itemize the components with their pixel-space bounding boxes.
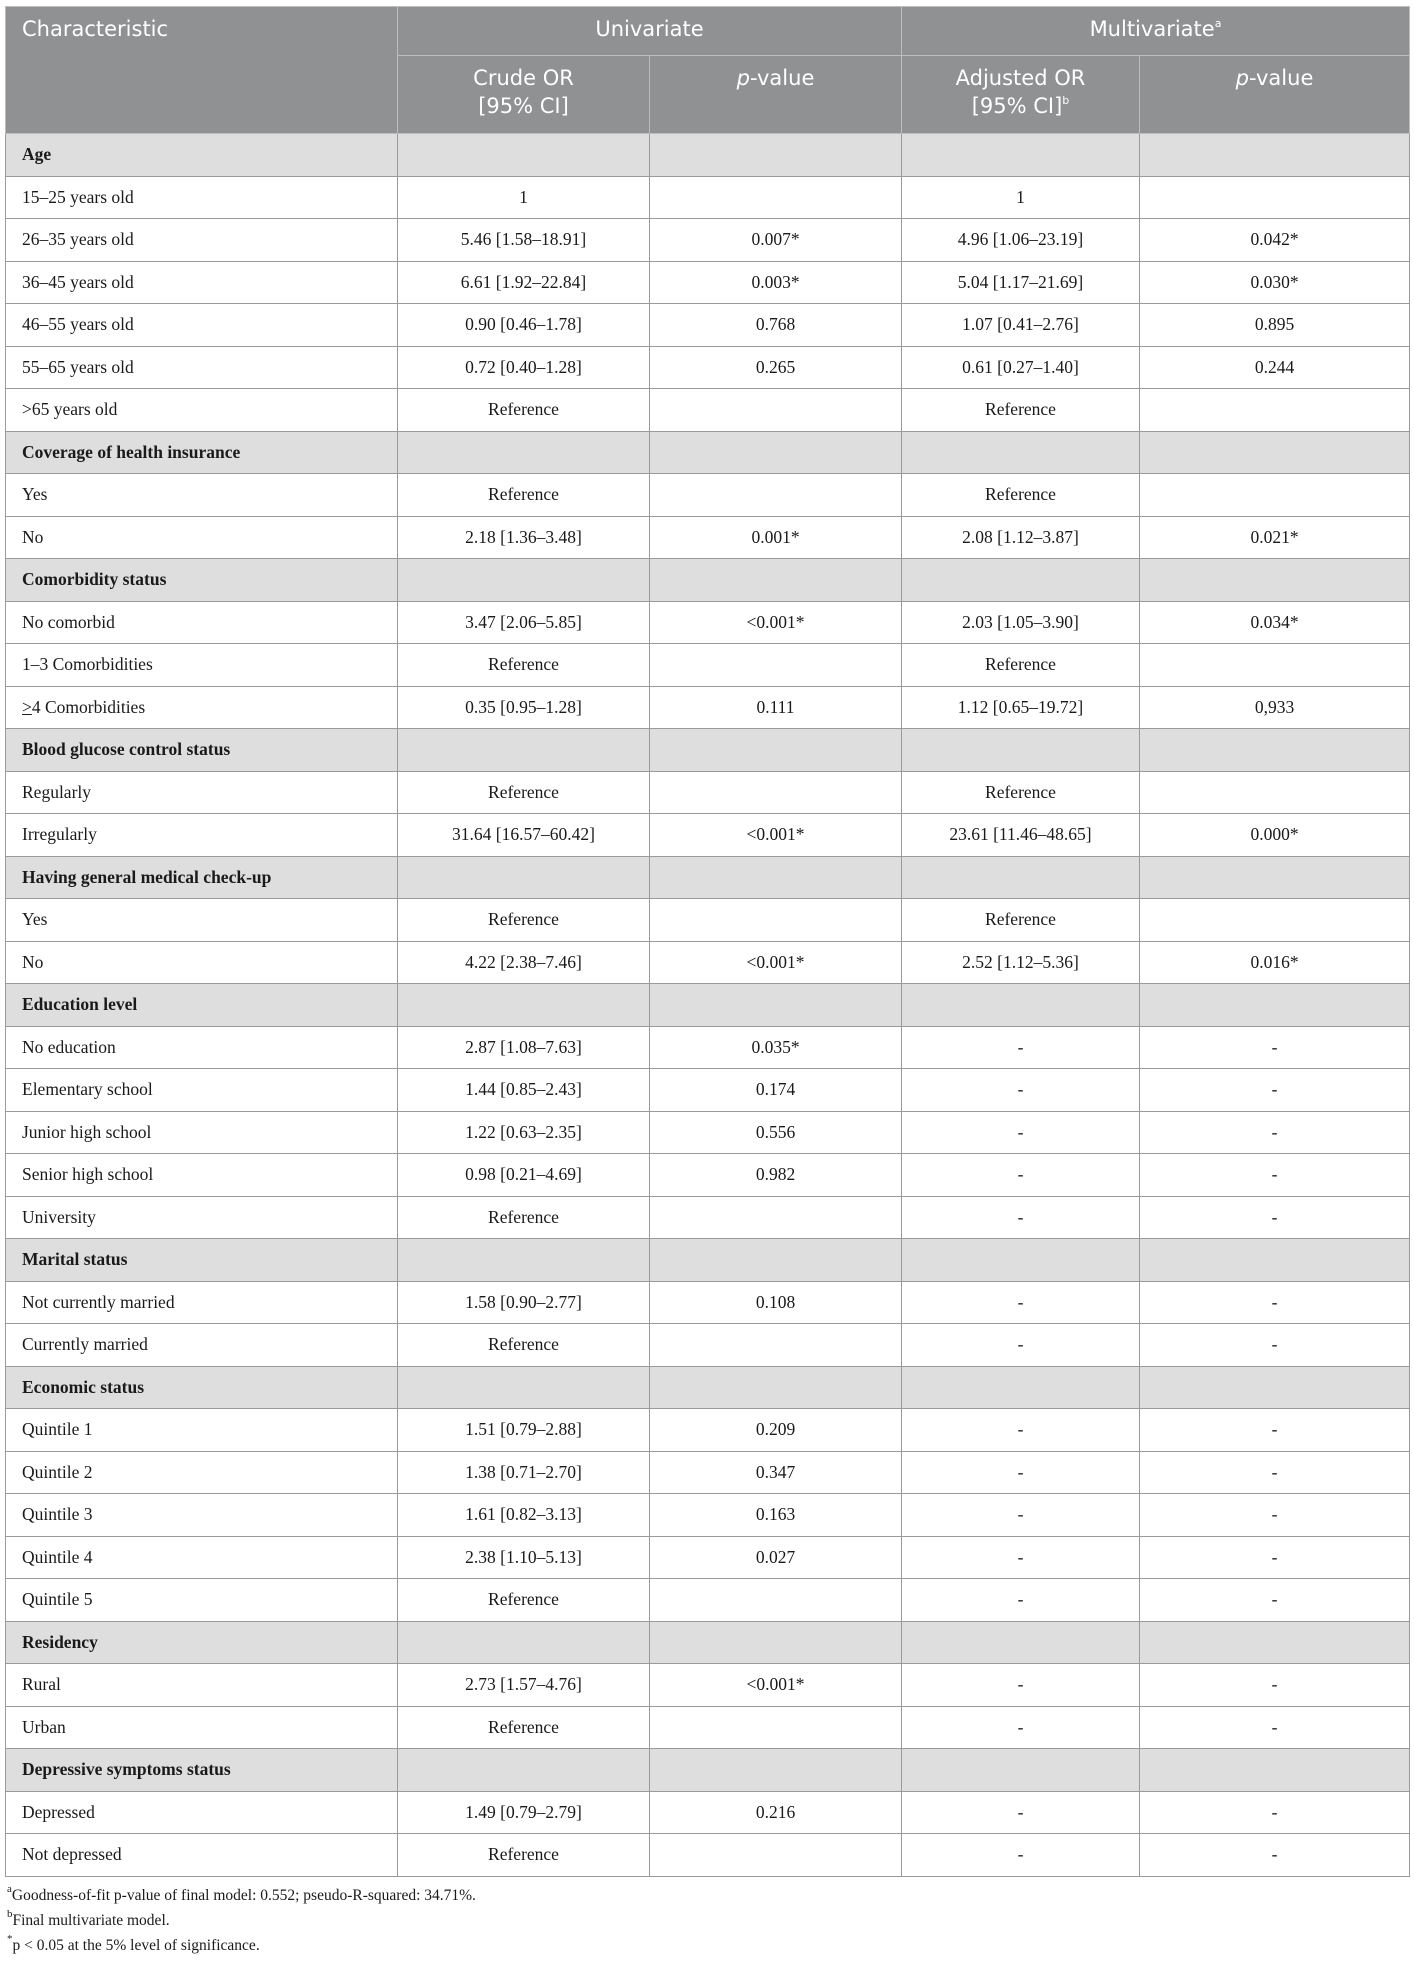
univariate-pvalue-cell: 0.768 [650,304,902,347]
adjusted-or-cell: 2.08 [1.12–3.87] [902,516,1140,559]
adjusted-or-cell: - [902,1069,1140,1112]
header-pvalue-rest: -value [1248,66,1314,90]
multivariate-pvalue-cell [1140,899,1410,942]
empty-cell [1140,431,1410,474]
adjusted-or-cell: Reference [902,389,1140,432]
adjusted-or-cell: - [902,1026,1140,1069]
table-row [6,516,1410,559]
crude-or-cell: 1.22 [0.63–2.35] [398,1111,650,1154]
group-label: Education level [6,984,398,1027]
adjusted-or-cell: Reference [902,899,1140,942]
univariate-pvalue-cell: 0.163 [650,1494,902,1537]
multivariate-pvalue-cell: 0.030* [1140,261,1410,304]
crude-or-cell: 6.61 [1.92–22.84] [398,261,650,304]
adjusted-or-cell: - [902,1536,1140,1579]
table-row [6,261,1410,304]
adjusted-or-cell: 23.61 [11.46–48.65] [902,814,1140,857]
empty-cell [650,1239,902,1282]
empty-cell [398,1621,650,1664]
crude-or-cell: 0.35 [0.95–1.28] [398,686,650,729]
univariate-pvalue-cell: 0.035* [650,1026,902,1069]
adjusted-or-cell: - [902,1791,1140,1834]
table-row [6,1069,1410,1112]
empty-cell [902,1239,1140,1282]
crude-or-cell: 2.18 [1.36–3.48] [398,516,650,559]
univariate-pvalue-cell: 0.347 [650,1451,902,1494]
empty-cell [902,134,1140,177]
group-label: Having general medical check-up [6,856,398,899]
empty-cell [1140,984,1410,1027]
multivariate-pvalue-cell: - [1140,1026,1410,1069]
adjusted-or-cell: 2.52 [1.12–5.36] [902,941,1140,984]
table-row [6,1409,1410,1452]
group-header-row [6,1749,1410,1792]
crude-or-cell: 4.22 [2.38–7.46] [398,941,650,984]
multivariate-pvalue-cell: 0.042* [1140,219,1410,262]
empty-cell [1140,1749,1410,1792]
row-label: 46–55 years old [6,304,398,347]
adjusted-or-cell: - [902,1664,1140,1707]
crude-or-cell: 1 [398,176,650,219]
group-header-row [6,729,1410,772]
row-label: Yes [6,899,398,942]
adjusted-or-cell: 1.07 [0.41–2.76] [902,304,1140,347]
univariate-pvalue-cell: 0.111 [650,686,902,729]
univariate-pvalue-cell: <0.001* [650,1664,902,1707]
multivariate-pvalue-cell: - [1140,1281,1410,1324]
multivariate-pvalue-cell: - [1140,1409,1410,1452]
adjusted-or-cell: - [902,1154,1140,1197]
row-label: Depressed [6,1791,398,1834]
empty-cell [650,431,902,474]
table-row [6,686,1410,729]
univariate-pvalue-cell [650,899,902,942]
table-row [6,899,1410,942]
crude-or-cell: 5.46 [1.58–18.91] [398,219,650,262]
row-label: Quintile 1 [6,1409,398,1452]
multivariate-pvalue-cell: - [1140,1324,1410,1367]
empty-cell [398,984,650,1027]
adjusted-or-cell: - [902,1494,1140,1537]
empty-cell [1140,856,1410,899]
header-pvalue-univariate [650,56,902,134]
crude-or-cell: 2.38 [1.10–5.13] [398,1536,650,1579]
row-label: Rural [6,1664,398,1707]
header-crude-or-line1: Crude OR [473,66,574,90]
table-row [6,1451,1410,1494]
univariate-pvalue-cell [650,1324,902,1367]
crude-or-cell: Reference [398,1324,650,1367]
table-row [6,814,1410,857]
empty-cell [902,1366,1140,1409]
table-row [6,1536,1410,1579]
univariate-pvalue-cell: 0.174 [650,1069,902,1112]
multivariate-pvalue-cell [1140,474,1410,517]
univariate-pvalue-cell: 0.982 [650,1154,902,1197]
table-row [6,1664,1410,1707]
footnote-text: Final multivariate model. [12,1911,170,1929]
empty-cell [398,1239,650,1282]
empty-cell [1140,1239,1410,1282]
multivariate-pvalue-cell: - [1140,1579,1410,1622]
crude-or-cell: Reference [398,389,650,432]
adjusted-or-cell: Reference [902,644,1140,687]
header-multivariate-sup: a [1214,17,1222,30]
header-adjusted-or-line2: [95% CI] [971,94,1063,118]
table-row [6,1706,1410,1749]
table-body [6,134,1410,1877]
crude-or-cell: Reference [398,1706,650,1749]
empty-cell [650,984,902,1027]
table-row [6,1834,1410,1877]
group-label: Residency [6,1621,398,1664]
row-label: University [6,1196,398,1239]
multivariate-pvalue-cell: 0.021* [1140,516,1410,559]
group-label: Marital status [6,1239,398,1282]
multivariate-pvalue-cell: - [1140,1791,1410,1834]
group-header-row [6,559,1410,602]
crude-or-cell: 0.72 [0.40–1.28] [398,346,650,389]
univariate-pvalue-cell [650,1834,902,1877]
group-header-row [6,1239,1410,1282]
multivariate-pvalue-cell: 0.244 [1140,346,1410,389]
multivariate-pvalue-cell: 0.016* [1140,941,1410,984]
multivariate-pvalue-cell: - [1140,1111,1410,1154]
crude-or-cell: Reference [398,771,650,814]
empty-cell [398,856,650,899]
header-pvalue-p: p [736,66,750,90]
header-univariate: Univariate [398,7,902,56]
empty-cell [650,559,902,602]
row-label: No comorbid [6,601,398,644]
crude-or-cell: 2.87 [1.08–7.63] [398,1026,650,1069]
header-adjusted-or-line1: Adjusted OR [955,66,1086,90]
row-label: 1–3 Comorbidities [6,644,398,687]
adjusted-or-cell: 4.96 [1.06–23.19] [902,219,1140,262]
empty-cell [902,1621,1140,1664]
crude-or-cell: 1.61 [0.82–3.13] [398,1494,650,1537]
row-label: Junior high school [6,1111,398,1154]
crude-or-cell: Reference [398,644,650,687]
table-row [6,1196,1410,1239]
group-label: Coverage of health insurance [6,431,398,474]
group-header-row [6,1366,1410,1409]
adjusted-or-cell: 0.61 [0.27–1.40] [902,346,1140,389]
table-row [6,941,1410,984]
footnote-text: Goodness-of-fit p-value of final model: 0.552; pseudo-R-squared: 34.71%. [11,1886,476,1904]
adjusted-or-cell: - [902,1579,1140,1622]
crude-or-cell: 1.58 [0.90–2.77] [398,1281,650,1324]
crude-or-cell: 1.44 [0.85–2.43] [398,1069,650,1112]
row-label: Irregularly [6,814,398,857]
group-header-row [6,431,1410,474]
group-label: Comorbidity status [6,559,398,602]
empty-cell [1140,1621,1410,1664]
crude-or-cell: Reference [398,1834,650,1877]
crude-or-cell: Reference [398,1196,650,1239]
empty-cell [398,1749,650,1792]
empty-cell [650,1366,902,1409]
group-header-row [6,134,1410,177]
row-label-prefix: > [22,696,32,717]
adjusted-or-cell: 1 [902,176,1140,219]
empty-cell [902,856,1140,899]
footnote-mark: * [7,1933,13,1946]
row-label: Regularly [6,771,398,814]
adjusted-or-cell: - [902,1409,1140,1452]
row-label: Quintile 4 [6,1536,398,1579]
footnotes [5,1883,1409,1958]
univariate-pvalue-cell: <0.001* [650,814,902,857]
empty-cell [902,729,1140,772]
univariate-pvalue-cell [650,771,902,814]
row-label: 15–25 years old [6,176,398,219]
multivariate-pvalue-cell [1140,644,1410,687]
empty-cell [398,559,650,602]
row-label: No [6,516,398,559]
group-label: Depressive symptoms status [6,1749,398,1792]
univariate-pvalue-cell: <0.001* [650,941,902,984]
univariate-pvalue-cell [650,176,902,219]
footnote-mark: a [7,1883,12,1896]
table-row [6,1281,1410,1324]
row-label: Elementary school [6,1069,398,1112]
univariate-pvalue-cell: 0.108 [650,1281,902,1324]
empty-cell [902,984,1140,1027]
multivariate-pvalue-cell: - [1140,1069,1410,1112]
table-row [6,1111,1410,1154]
multivariate-pvalue-cell: - [1140,1196,1410,1239]
crude-or-cell: 1.49 [0.79–2.79] [398,1791,650,1834]
crude-or-cell: 0.98 [0.21–4.69] [398,1154,650,1197]
multivariate-pvalue-cell [1140,176,1410,219]
adjusted-or-cell: Reference [902,474,1140,517]
empty-cell [650,134,902,177]
row-label: Senior high school [6,1154,398,1197]
multivariate-pvalue-cell [1140,771,1410,814]
empty-cell [902,559,1140,602]
multivariate-pvalue-cell: - [1140,1706,1410,1749]
adjusted-or-cell: Reference [902,771,1140,814]
crude-or-cell: 31.64 [16.57–60.42] [398,814,650,857]
univariate-pvalue-cell: <0.001* [650,601,902,644]
row-label: Not currently married [6,1281,398,1324]
header-row-1 [6,7,1410,56]
univariate-pvalue-cell [650,474,902,517]
univariate-pvalue-cell: 0.216 [650,1791,902,1834]
group-header-row [6,856,1410,899]
crude-or-cell: 0.90 [0.46–1.78] [398,304,650,347]
adjusted-or-cell: - [902,1196,1140,1239]
row-label: Yes [6,474,398,517]
table-container [5,6,1409,1958]
table-row [6,771,1410,814]
table-row [6,1494,1410,1537]
multivariate-pvalue-cell: - [1140,1834,1410,1877]
table-row [6,474,1410,517]
adjusted-or-cell: 2.03 [1.05–3.90] [902,601,1140,644]
empty-cell [1140,729,1410,772]
multivariate-pvalue-cell: - [1140,1451,1410,1494]
empty-cell [1140,559,1410,602]
header-crude-or [398,56,650,134]
multivariate-pvalue-cell: - [1140,1536,1410,1579]
multivariate-pvalue-cell: 0.000* [1140,814,1410,857]
univariate-pvalue-cell [650,1579,902,1622]
table-row [6,601,1410,644]
univariate-pvalue-cell: 0.027 [650,1536,902,1579]
table-row [6,346,1410,389]
empty-cell [398,431,650,474]
header-crude-or-line2: [95% CI] [478,94,569,118]
row-label: Quintile 5 [6,1579,398,1622]
header-multivariate-text: Multivariate [1089,17,1215,41]
empty-cell [398,1366,650,1409]
row-label-text: 4 Comorbidities [31,696,146,717]
empty-cell [650,1621,902,1664]
adjusted-or-cell: - [902,1324,1140,1367]
empty-cell [902,1749,1140,1792]
row-label [6,686,398,729]
row-label: Quintile 2 [6,1451,398,1494]
table-row [6,644,1410,687]
crude-or-cell: 2.73 [1.57–4.76] [398,1664,650,1707]
group-header-row [6,1621,1410,1664]
header-multivariate [902,7,1410,56]
header-pvalue-multivariate [1140,56,1410,134]
header-adjusted-or [902,56,1140,134]
univariate-pvalue-cell [650,1706,902,1749]
adjusted-or-cell: - [902,1451,1140,1494]
adjusted-or-cell: - [902,1834,1140,1877]
crude-or-cell: 1.38 [0.71–2.70] [398,1451,650,1494]
table-row [6,219,1410,262]
row-label: >65 years old [6,389,398,432]
footnote [7,1883,1409,1908]
univariate-pvalue-cell: 0.556 [650,1111,902,1154]
table-row [6,1026,1410,1069]
footnote [7,1908,1409,1933]
crude-or-cell: Reference [398,474,650,517]
multivariate-pvalue-cell: 0.034* [1140,601,1410,644]
footnote [7,1933,1409,1958]
multivariate-pvalue-cell [1140,389,1410,432]
crude-or-cell: 1.51 [0.79–2.88] [398,1409,650,1452]
row-label: Not depressed [6,1834,398,1877]
row-label: Currently married [6,1324,398,1367]
univariate-pvalue-cell: 0.007* [650,219,902,262]
empty-cell [1140,1366,1410,1409]
univariate-pvalue-cell: 0.209 [650,1409,902,1452]
crude-or-cell: 3.47 [2.06–5.85] [398,601,650,644]
table-row [6,1324,1410,1367]
row-label: No education [6,1026,398,1069]
header-pvalue-p: p [1235,66,1249,90]
univariate-pvalue-cell [650,644,902,687]
footnote-mark: b [7,1908,13,1921]
adjusted-or-cell: - [902,1111,1140,1154]
empty-cell [1140,134,1410,177]
regression-table [5,6,1410,1877]
adjusted-or-cell: 5.04 [1.17–21.69] [902,261,1140,304]
table-row [6,389,1410,432]
univariate-pvalue-cell [650,1196,902,1239]
table-row [6,1154,1410,1197]
empty-cell [650,729,902,772]
multivariate-pvalue-cell: - [1140,1494,1410,1537]
empty-cell [398,729,650,772]
adjusted-or-cell: 1.12 [0.65–19.72] [902,686,1140,729]
table-row [6,1579,1410,1622]
crude-or-cell: Reference [398,899,650,942]
group-label: Blood glucose control status [6,729,398,772]
table-row [6,304,1410,347]
univariate-pvalue-cell: 0.265 [650,346,902,389]
row-label: Urban [6,1706,398,1749]
multivariate-pvalue-cell: 0.895 [1140,304,1410,347]
group-label: Economic status [6,1366,398,1409]
row-label: 36–45 years old [6,261,398,304]
multivariate-pvalue-cell: 0,933 [1140,686,1410,729]
empty-cell [650,856,902,899]
empty-cell [398,134,650,177]
multivariate-pvalue-cell: - [1140,1154,1410,1197]
table-row [6,176,1410,219]
table-row [6,1791,1410,1834]
table-header [6,7,1410,134]
adjusted-or-cell: - [902,1281,1140,1324]
row-label: No [6,941,398,984]
adjusted-or-cell: - [902,1706,1140,1749]
univariate-pvalue-cell: 0.001* [650,516,902,559]
header-characteristic: Characteristic [6,7,398,134]
row-label: 26–35 years old [6,219,398,262]
univariate-pvalue-cell [650,389,902,432]
empty-cell [650,1749,902,1792]
row-label: 55–65 years old [6,346,398,389]
header-adjusted-sup: b [1062,94,1070,107]
crude-or-cell: Reference [398,1579,650,1622]
header-pvalue-rest: -value [749,66,815,90]
multivariate-pvalue-cell: - [1140,1664,1410,1707]
group-label: Age [6,134,398,177]
univariate-pvalue-cell: 0.003* [650,261,902,304]
group-header-row [6,984,1410,1027]
empty-cell [902,431,1140,474]
footnote-text: p < 0.05 at the 5% level of significance. [12,1936,260,1954]
row-label: Quintile 3 [6,1494,398,1537]
